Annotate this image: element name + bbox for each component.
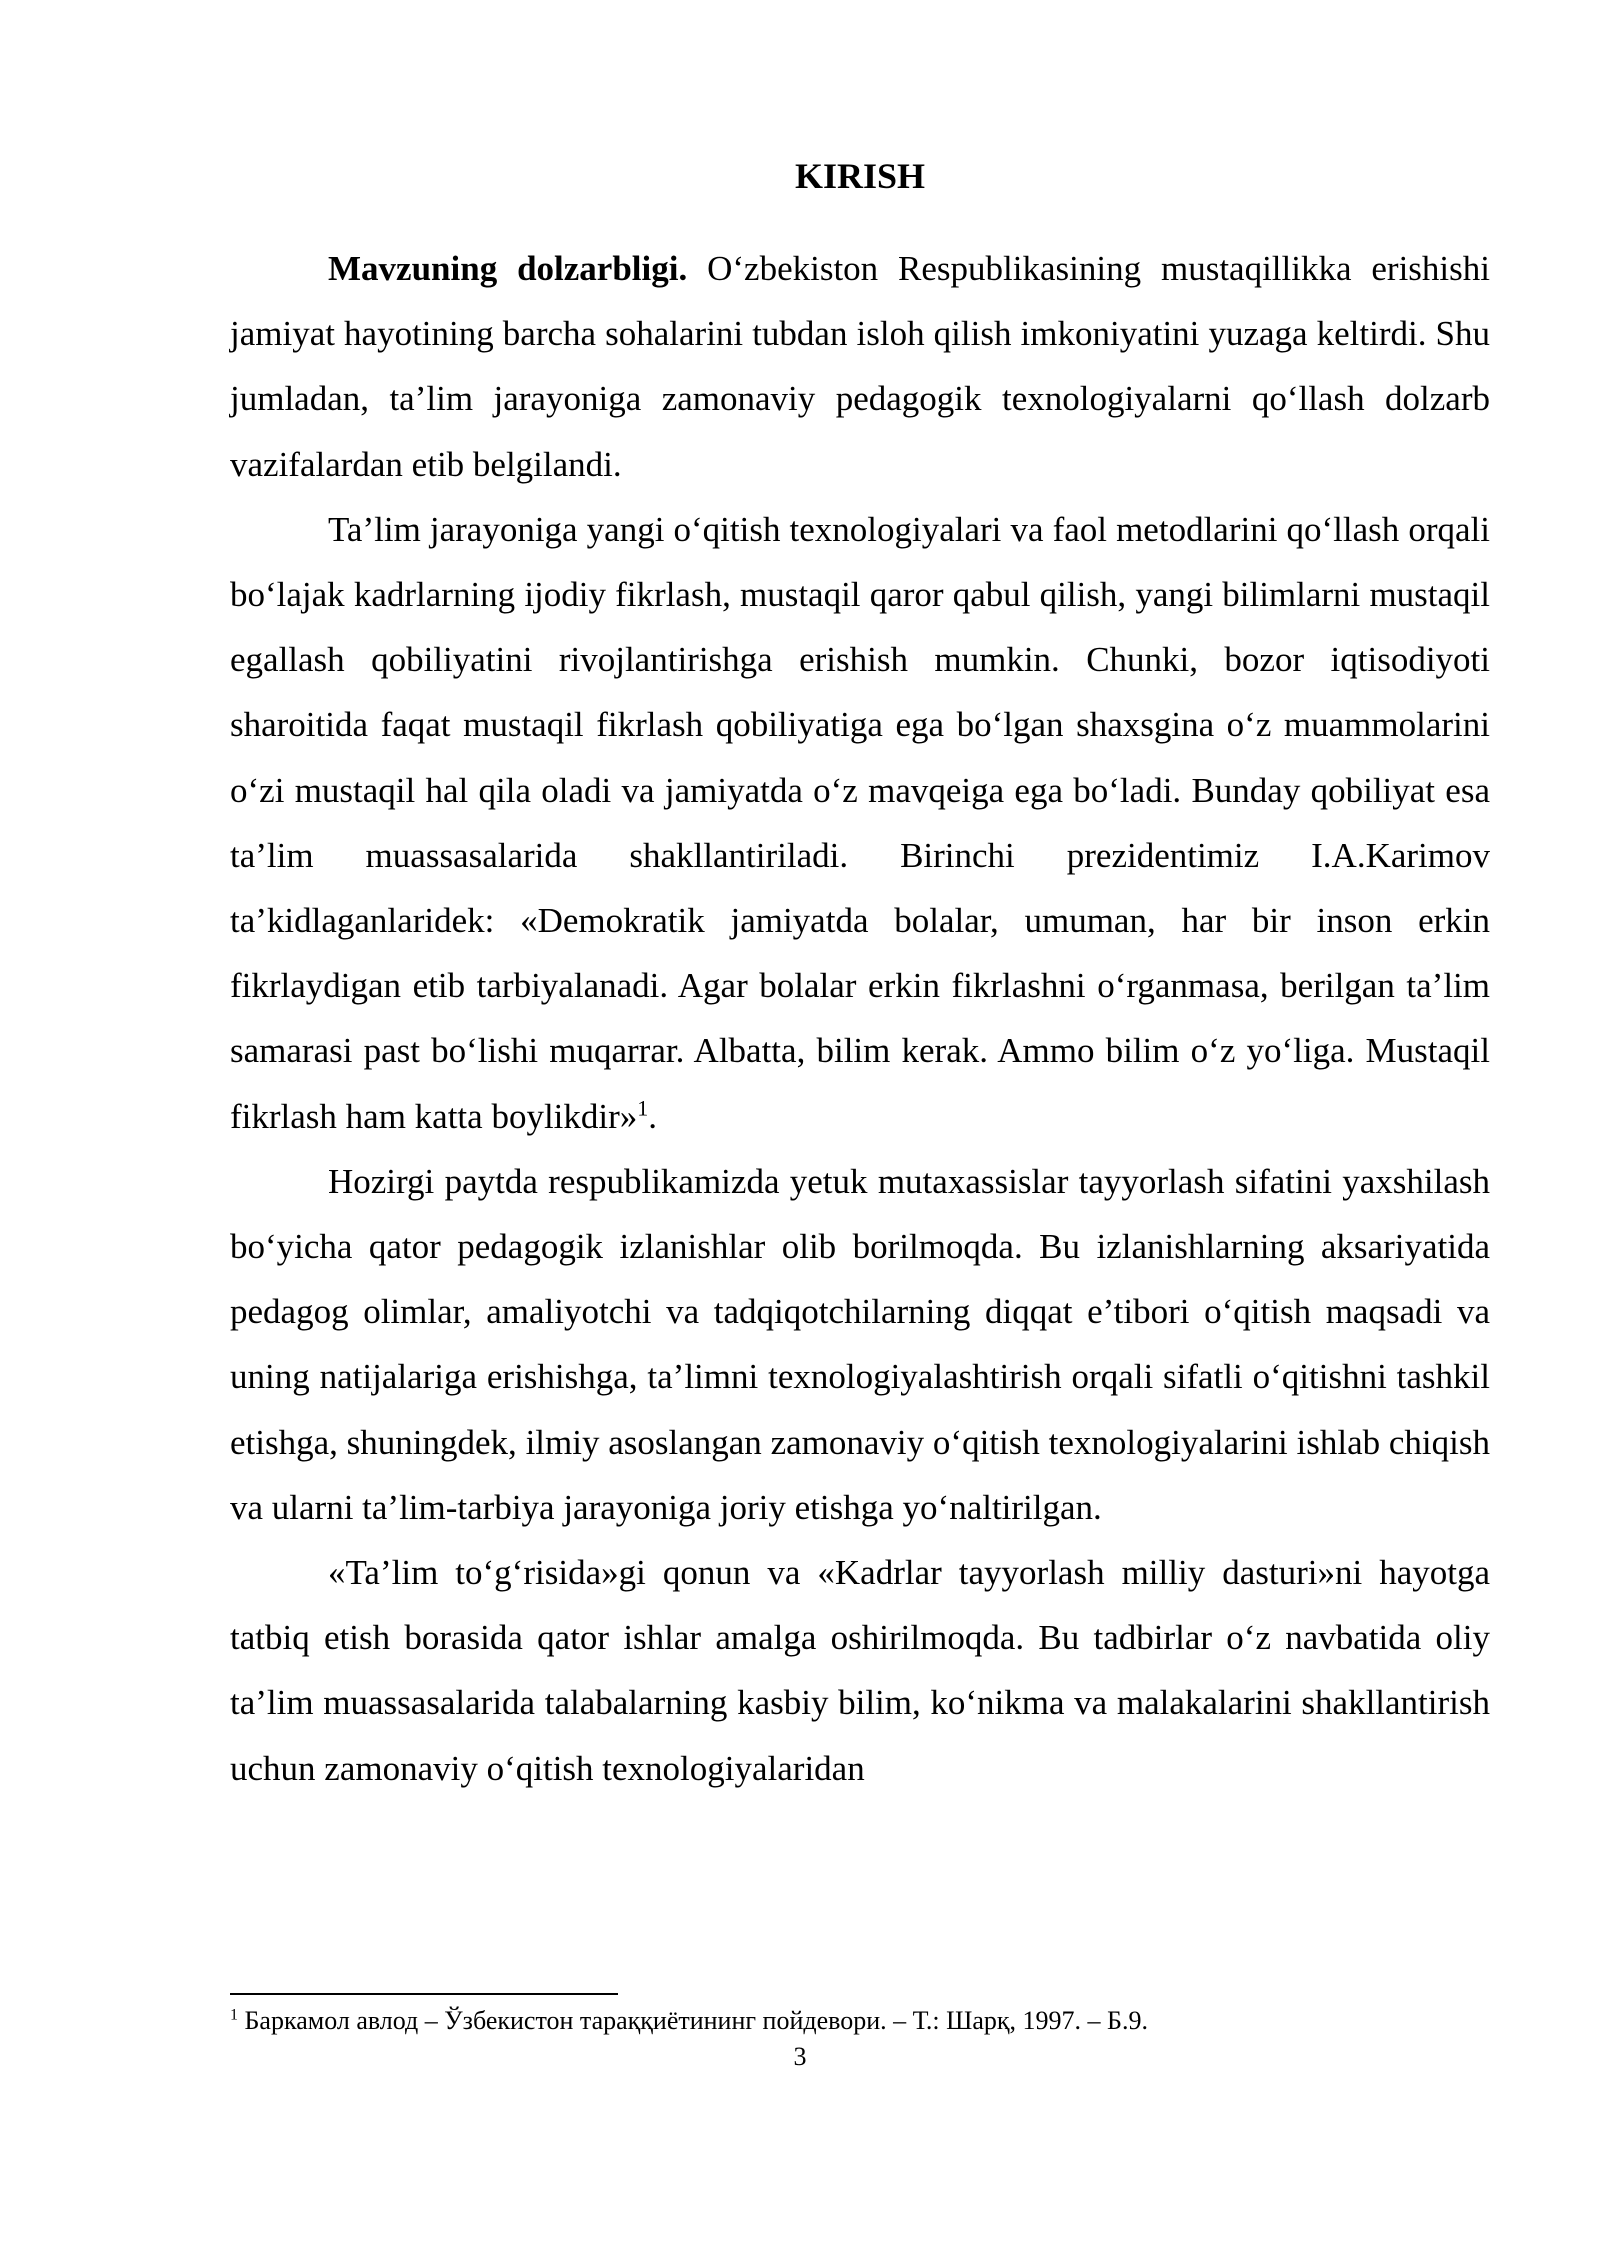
body-text <box>230 236 1490 1801</box>
paragraph-text: «Ta’lim to‘g‘risida»gi qonun va «Kadrlar tayyorlash milliy dasturi»ni hayotga tatbiq etish borasida qator ishlar amalga oshirilmoqda. Bu tadbirlar o‘z navbatida oliy ta’lim muassasalarida talabalarning kasbiy bilim, ko‘nikma va malakalarini shakllantirish uchun zamonaviy o‘qitish texnologiyalaridan <box>230 1553 1490 1788</box>
paragraph-education-law <box>230 1540 1490 1801</box>
footnote-reference[interactable]: 1 <box>637 1094 649 1120</box>
footnote-text: Баркамол авлод – Ўзбекистон тараққиётининг пойдевори. – Т.: Шарқ, 1997. – Б.9. <box>238 2006 1148 2035</box>
paragraph-relevance <box>230 236 1490 497</box>
paragraph-teaching-methods <box>230 497 1490 1149</box>
paragraph-lead-heading: Mavzuning dolzarbligi. <box>328 249 688 288</box>
footnote-separator <box>230 1993 618 1995</box>
paragraph-text: Hozirgi paytda respublikamizda yetuk mutaxassislar tayyorlash sifatini yaxshilash bo‘yicha qator pedagogik izlanishlar olib borilmoqda. Bu izlanishlarning aksariyatida pedagog olimlar, amaliyotchi va tadqiqotchilarning diqqat e’tibori o‘qitish maqsadi va uning natijalariga erishishga, ta’limni texnologiyalashtirish orqali sifatli o‘qitishni tashkil etishga, shuningdek, ilmiy asoslangan zamonaviy o‘qitish texnologiyalarini ishlab chiqish va ularni ta’lim-tarbiya jarayoniga joriy etishga yo‘naltirilgan. <box>230 1161 1490 1527</box>
section-title: KIRISH <box>794 156 926 196</box>
paragraph-current-research <box>230 1149 1490 1540</box>
footnote <box>230 2004 1490 2038</box>
paragraph-tail: . <box>648 1096 658 1136</box>
paragraph-text: Ta’lim jarayoniga yangi o‘qitish texnologiyalari va faol metodlarini qo‘llash orqali bo‘lajak kadrlarning ijodiy fikrlash, mustaqil qaror qabul qilish, yangi bilimlarni mustaqil egallash qobiliyatini rivojlantirishga erishish mumkin. Chunki, bozor iqtisodiyoti sharoitida faqat mustaqil fikrlash qobiliyatiga ega bo‘lgan shaxsgina o‘z muammolarini o‘zi mustaqil hal qila oladi va jamiyatda o‘z mavqeiga ega bo‘ladi. Bunday qobiliyat esa ta’lim muassasalarida shakllantiriladi. Birinchi prezidentimiz I.A.Karimov ta’kidlaganlaridek: «Demokratik jamiyatda bolalar, umuman, har bir inson erkin fikrlaydigan etib tarbiyalanadi. Agar bolalar erkin fikrlashni o‘rganmasa, berilgan ta’lim samarasi past bo‘lishi muqarrar. Albatta, bilim kerak. Ammo bilim o‘z yo‘liga. Mustaqil fikrlash ham katta boylikdir» <box>230 509 1490 1136</box>
footnote-number: 1 <box>230 2006 238 2024</box>
page-number: 3 <box>793 2042 807 2071</box>
paragraph-text: O‘zbekiston Respublikasining mustaqillikka erishishi jamiyat hayotining barcha sohalarini tubdan isloh qilish imkoniyatini yuzaga keltirdi. Shu jumladan, ta’lim jarayoniga zamonaviy pedagogik texnologiyalarni qo‘llash dolzarb vazifalardan etib belgilandi. <box>230 249 1490 484</box>
